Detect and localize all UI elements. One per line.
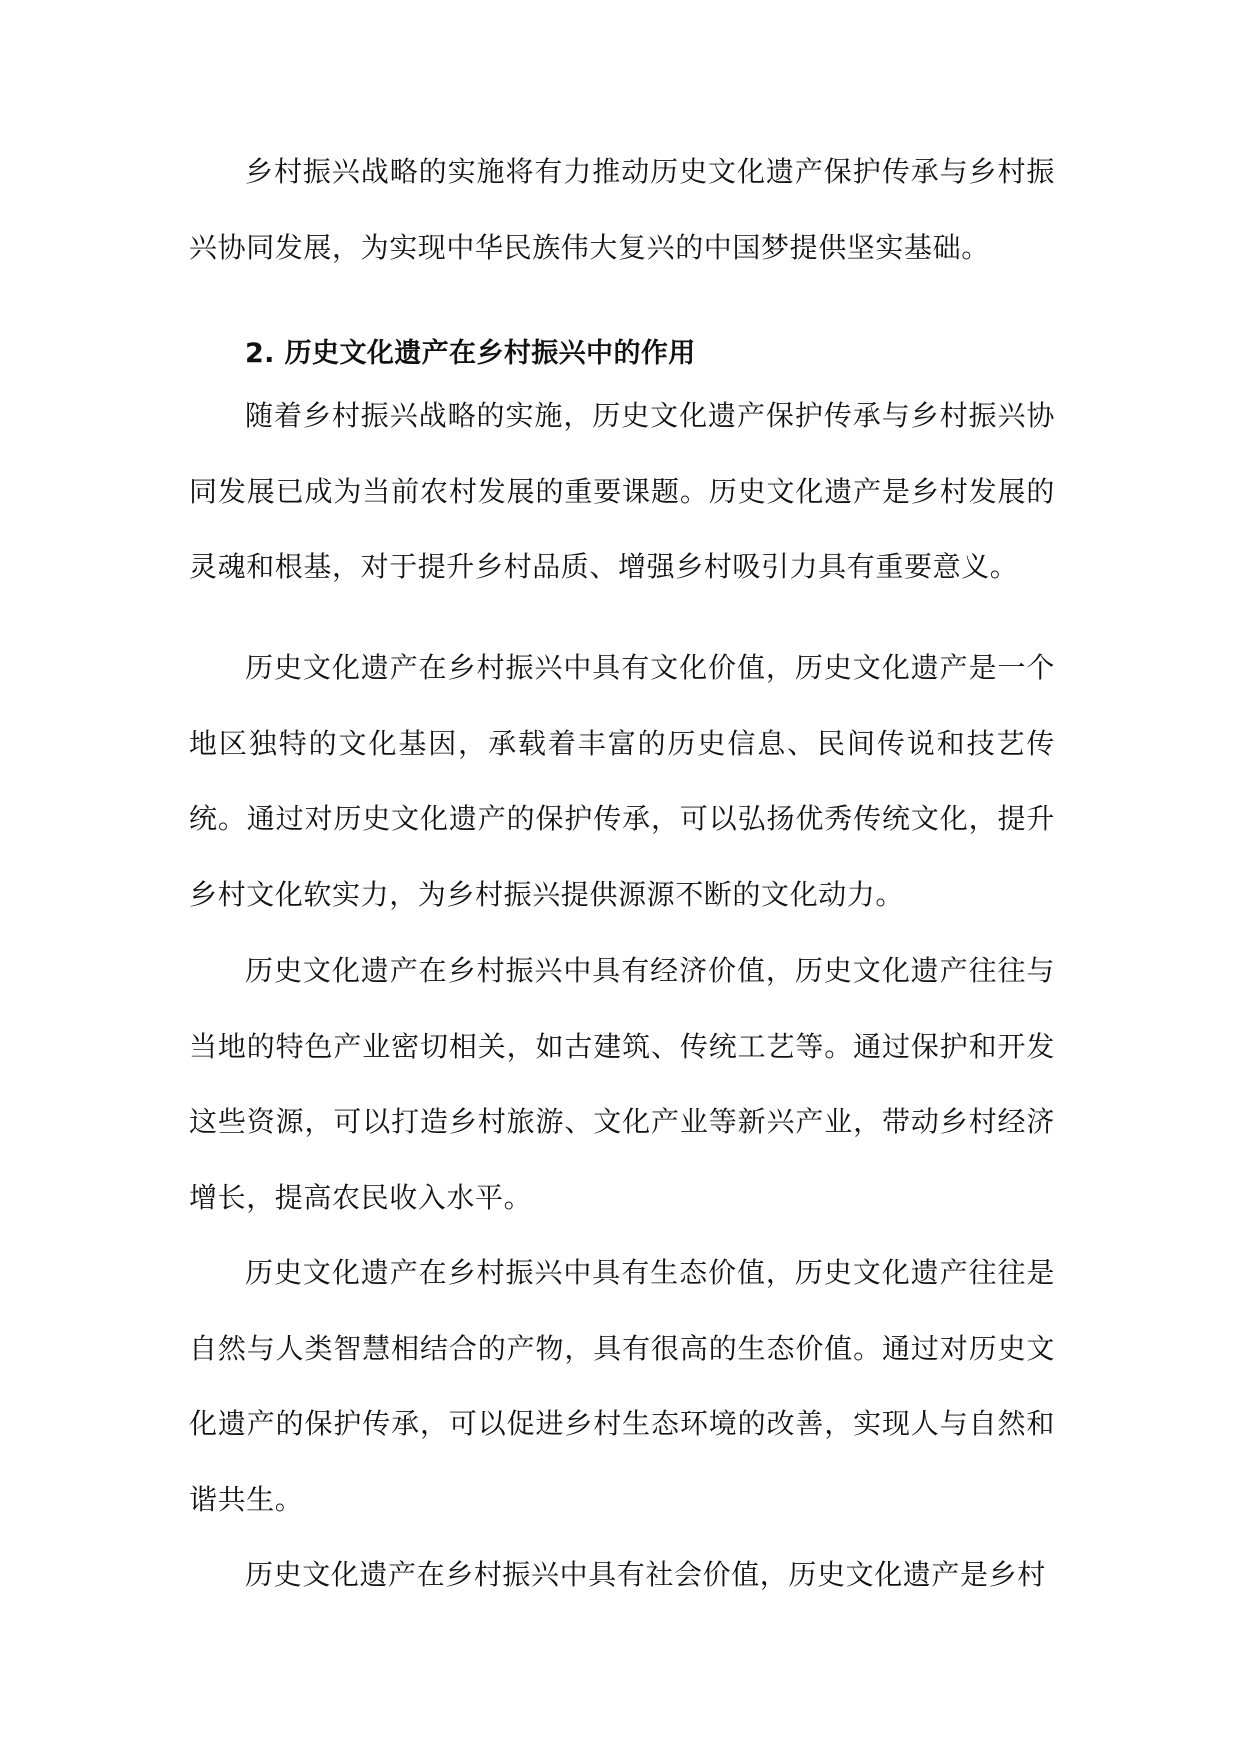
paragraph-economic-value: 历史文化遗产在乡村振兴中具有经济价值，历史文化遗产往往与当地的特色产业密切相关，如古建筑、传统工艺等。通过保护和开发这些资源，可以打造乡村旅游、文化产业等新兴产业，带动乡村经济增长，提高农民收入水平。: [189, 954, 1055, 1214]
paragraph-social-value: 历史文化遗产在乡村振兴中具有社会价值，历史文化遗产是乡村: [245, 1558, 1046, 1591]
paragraph-intro-conclusion: 乡村振兴战略的实施将有力推动历史文化遗产保护传承与乡村振兴协同发展，为实现中华民族伟大复兴的中国梦提供坚实基础。: [189, 155, 1055, 264]
section-heading: 2. 历史文化遗产在乡村振兴中的作用: [245, 338, 696, 369]
paragraph-background: 随着乡村振兴战略的实施，历史文化遗产保护传承与乡村振兴协同发展已成为当前农村发展的重要课题。历史文化遗产是乡村发展的灵魂和根基，对于提升乡村品质、增强乡村吸引力具有重要意义。: [189, 399, 1055, 583]
paragraph-ecological-value: 历史文化遗产在乡村振兴中具有生态价值，历史文化遗产往往是自然与人类智慧相结合的产物，具有很高的生态价值。通过对历史文化遗产的保护传承，可以促进乡村生态环境的改善，实现人与自然和谐共生。: [189, 1256, 1055, 1516]
paragraph-cultural-value: 历史文化遗产在乡村振兴中具有文化价值，历史文化遗产是一个地区独特的文化基因，承载着丰富的历史信息、民间传说和技艺传统。通过对历史文化遗产的保护传承，可以弘扬优秀传统文化，提升乡村文化软实力，为乡村振兴提供源源不断的文化动力。: [189, 651, 1055, 911]
